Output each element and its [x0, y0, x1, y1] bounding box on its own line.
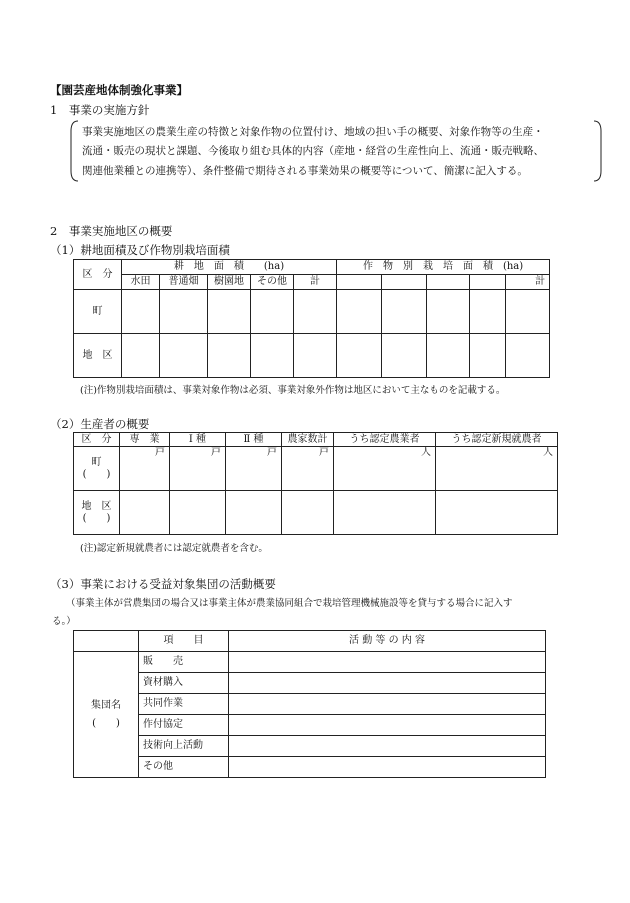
- table-2-note: (注)認定新規就農者には認定就農者を含む。: [80, 543, 268, 554]
- activity-item-joint-work: 共同作業: [139, 694, 229, 715]
- header-activity-content: 活 動 等 の 内 容: [229, 631, 546, 652]
- unit-label: 戸: [170, 447, 226, 491]
- header-blank: [74, 631, 139, 652]
- table-row: [74, 736, 546, 757]
- section-1-heading: 1 事業の実施方針: [50, 103, 150, 117]
- section-3-note-line: （事業主体が営農集団の場合又は事業主体が農業協同組合で栽培管理機械施設等を貸与する場合に記入す: [66, 598, 513, 609]
- activity-content-cell: [229, 694, 546, 715]
- group-activity-table: [73, 630, 546, 778]
- activity-item-planting-agreement: 作付協定: [139, 715, 229, 736]
- header-total: 計: [294, 275, 337, 290]
- crop-cell: [337, 275, 382, 290]
- header-crop-total: 計: [506, 275, 550, 290]
- row-label-district: 地 区 ( ): [74, 491, 120, 535]
- header-kubun: 区 分: [74, 260, 122, 290]
- section-3-heading: （3）事業における受益対象集団の活動概要: [50, 577, 276, 591]
- table-row: [74, 757, 546, 778]
- header-orchard: 樹園地: [208, 275, 251, 290]
- table-row: [74, 290, 550, 334]
- crop-cell: [382, 275, 427, 290]
- header-upland: 普通畑: [160, 275, 208, 290]
- table-row: [74, 334, 550, 378]
- document-title: 【園芸産地体制強化事業】: [50, 83, 188, 97]
- table-row: [74, 673, 546, 694]
- table-row: [74, 447, 558, 491]
- row-label-town: 町 ( ): [74, 447, 120, 491]
- activity-content-cell: [229, 757, 546, 778]
- header-kubun: 区 分: [74, 433, 120, 447]
- header-new-certified-farmers: うち認定新規就農者: [436, 433, 558, 447]
- section-2-1-heading: （1）耕地面積及び作物別栽培面積: [50, 243, 230, 257]
- section-3-note-line: る。）: [52, 616, 76, 627]
- header-total-farms: 農家数計: [282, 433, 334, 447]
- activity-item-materials: 資材購入: [139, 673, 229, 694]
- header-full-time: 専 業: [120, 433, 170, 447]
- unit-label: 戸: [282, 447, 334, 491]
- group-name-cell: 集団名 ( ): [74, 652, 139, 778]
- activity-item-sales: 販 売: [139, 652, 229, 673]
- instruction-line: 流通・販売の現状と課題、今後取り組む具体的内容（産地・経営の生産性向上、流通・販売戦略、: [82, 145, 544, 157]
- instruction-line: 事業実施地区の農業生産の特徴と対象作物の位置付け、地域の担い手の概要、対象作物等の生産・: [82, 126, 544, 138]
- table-row: [74, 652, 546, 673]
- unit-label: 戸: [120, 447, 170, 491]
- header-farmland-area: 耕 地 面 積 (ha): [122, 260, 337, 275]
- header-other: その他: [251, 275, 294, 290]
- activity-content-cell: [229, 673, 546, 694]
- producers-table: [73, 432, 558, 535]
- table-row: [74, 491, 558, 535]
- header-paddy: 水田: [122, 275, 160, 290]
- crop-cell: [427, 275, 470, 290]
- unit-label: 人: [436, 447, 558, 491]
- header-certified-farmers: うち認定農業者: [334, 433, 436, 447]
- table-row: [74, 694, 546, 715]
- activity-content-cell: [229, 736, 546, 757]
- section-2-heading: 2 事業実施地区の概要: [50, 224, 173, 238]
- row-label-district: 地 区: [74, 334, 122, 378]
- activity-content-cell: [229, 652, 546, 673]
- farmland-area-table: [73, 259, 550, 378]
- table-row: [74, 715, 546, 736]
- activity-item-skill-improvement: 技術向上活動: [139, 736, 229, 757]
- unit-label: 戸: [226, 447, 282, 491]
- crop-cell: [470, 275, 506, 290]
- header-type-2: Ⅱ 種: [226, 433, 282, 447]
- instruction-line: 関連他業種との連携等）、条件整備で期待される事業効果の概要等について、簡潔に記入する。: [82, 165, 528, 177]
- activity-content-cell: [229, 715, 546, 736]
- activity-item-other: その他: [139, 757, 229, 778]
- table-1-note: (注)作物別栽培面積は、事業対象作物は必須、事業対象外作物は地区において主なものを記載する。: [80, 385, 506, 396]
- row-label-town: 町: [74, 290, 122, 334]
- header-item: 項 目: [139, 631, 229, 652]
- header-crop-area: 作 物 別 栽 培 面 積 (ha): [337, 260, 550, 275]
- unit-label: 人: [334, 447, 436, 491]
- header-type-1: Ⅰ 種: [170, 433, 226, 447]
- section-2-2-heading: （2）生産者の概要: [50, 417, 150, 431]
